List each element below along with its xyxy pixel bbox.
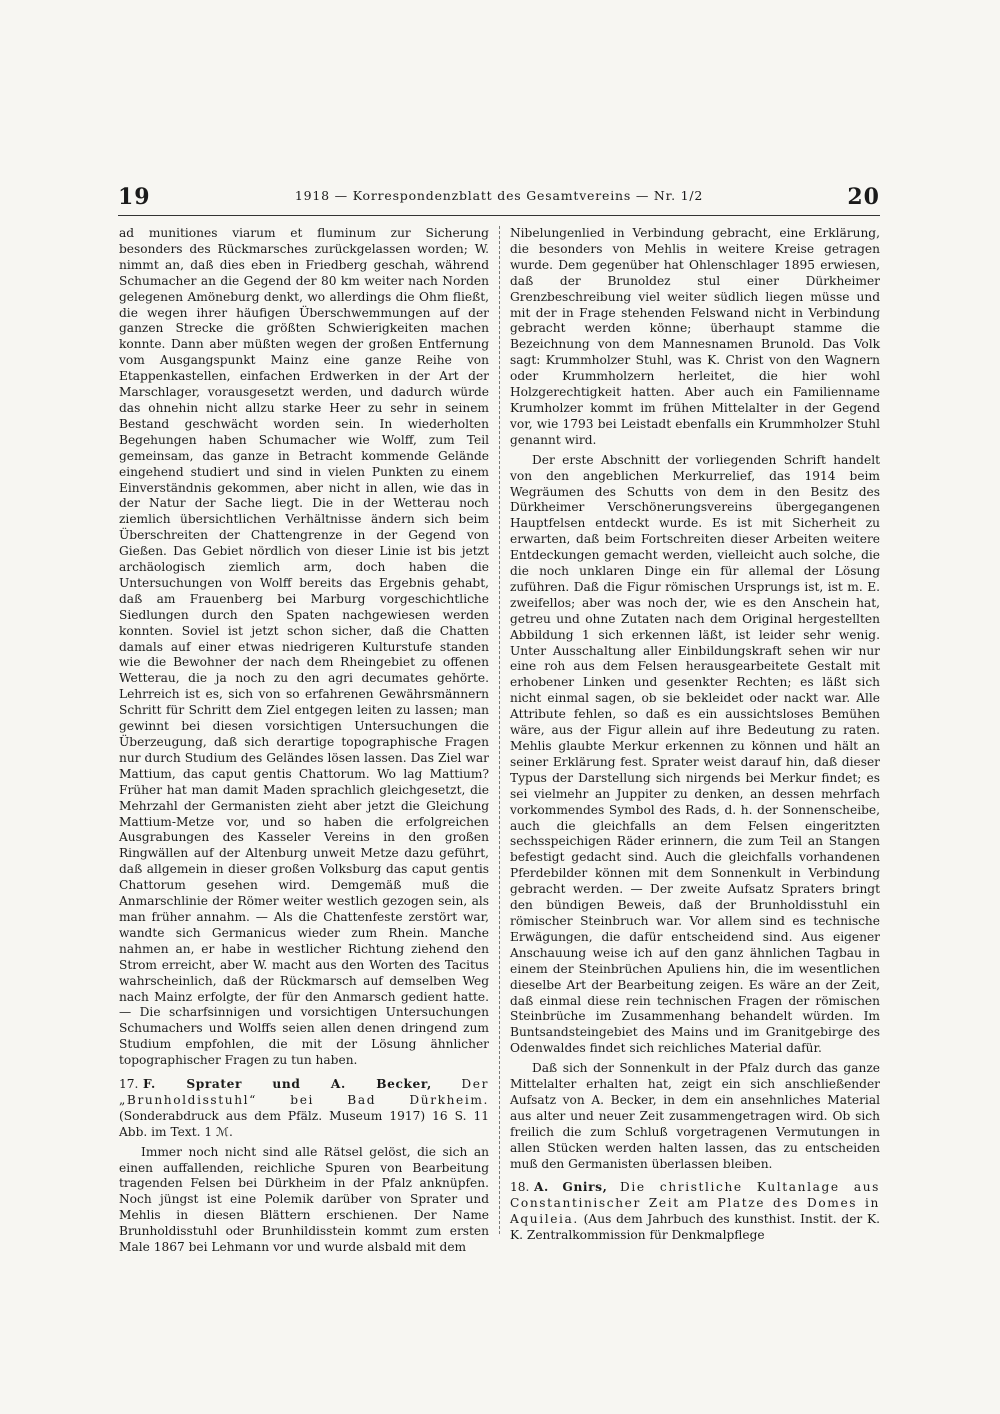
column-divider [499, 226, 500, 1234]
left-column [119, 226, 489, 1260]
entry-author: A. Gnirs, [534, 1180, 608, 1195]
bibliography-entry-18 [510, 1180, 880, 1244]
page-header [118, 183, 880, 215]
entry-author: F. Sprater und A. Becker, [143, 1077, 432, 1092]
paragraph: Daß sich der Sonnenkult in der Pfalz durch das ganze Mittelalter erhalten hat, zeigt ein sich anschließender Aufsatz von A. Becker, in dem ein ansehnliches Material aus alter und neuer Zeit zusammengetragen wird. Ob sich freilich die zum Schluß vorgetragenen Vermutungen in allen Stücken werden halten lassen, das zu entscheiden muß den Germanisten überlassen bleiben. [510, 1061, 880, 1171]
entry-number: 17. [119, 1077, 139, 1092]
entry-details: (Aus dem Jahrbuch des kunsthist. Instit. der K. K. Zentralkommission für Denkmalpflege [510, 1212, 880, 1243]
entry-details: (Sonderabdruck aus dem Pfälz. Museum 1917) 16 S. 11 Abb. im Text. 1 ℳ. [119, 1108, 489, 1139]
paragraph: Nibelungenlied in Verbindung gebracht, eine Erklärung, die besonders von Mehlis in weitere Kreise getragen wurde. Dem gegenüber hat Ohlenschlager 1895 erwiesen, daß der Brunoldez stul einer Dürkheimer Grenzbeschreibung viel weiter südlich liegen müsse und mit der in Frage stehenden Felswand nicht in Verbindung gebracht werden könne; überhaupt stamme die Bezeichnung von dem Mannesnamen Brunold. Das Volk sagt: Krummholzer Stuhl, was K. Christ von den Wagnern oder Krummholzern herleitet, die hier wohl Holzgerechtigkeit hatten. Aber auch ein Familienname Krumholzer kommt im frühen Mittelalter in der Gegend vor, wie 1793 bei Leistadt ebenfalls ein Krummholzer Stuhl genannt wird. [510, 226, 880, 447]
header-rule [118, 215, 880, 216]
right-column [510, 226, 880, 1248]
running-title: 1918 — Korrespondenzblatt des Gesamtvereins — Nr. 1/2 [294, 188, 704, 203]
entry-title: Der „Brunholdisstuhl“ bei Bad Dürkheim. [119, 1077, 490, 1107]
paragraph: ad munitiones viarum et fluminum zur Sicherung besonders des Rückmarsches zurückgelassen worden; W. nimmt an, daß dies eben in Friedberg geschah, während Schumacher an die Gegend der 80 km weiter nach Norden gelegenen Amöneburg denkt, wo allerdings die Ohm fließt, die wegen ihrer häufigen Überschwemmungen auf der ganzen Strecke die größten Schwierigkeiten machen konnte. Dann aber müßten wegen der großen Entfernung vom Ausgangspunkt Mainz eine ganze Reihe von Etappenkastellen, einfachen Erdwerken in der Art der Marschlager, vorausgesetzt werden, und dadurch würde das ohnehin nicht allzu starke Heer zu sehr in seinem Bestand geschwächt worden sein. In wiederholten Begehungen haben Schumacher wie Wolff, zum Teil gemeinsam, das ganze in Betracht kommende Gelände eingehend studiert und sind in vielen Punkten zu einem Einverständnis gekommen, aber nicht in allen, wie das in der Natur der Sache liegt. Die in der Wetterau noch ziemlich übersichtlichen Verhältnisse ändern sich beim Überschreiten der Chattengrenze in der Gegend von Gießen. Das Gebiet nördlich von dieser Linie ist bis jetzt archäologisch ziemlich arm, doch haben die Untersuchungen von Wolff bereits das Ergebnis gehabt, daß am Frauenberg bei Marburg vorgeschichtliche Siedlungen durch den Spaten nachgewiesen werden konnten. Soviel ist jetzt schon sicher, daß die Chatten damals auf einer etwas niedrigeren Kulturstufe standen wie die Bewohner der nach dem Rheingebiet zu offenen Wetterau, die ja noch zu den agri decumates gehörte. Lehrreich ist es, sich von so erfahrenen Gewährsmännern Schritt für Schritt dem Ziel entgegen leiten zu lassen; man gewinnt bei diesen vorsichtigen Untersuchungen die Überzeugung, daß sich derartige topographische Fragen nur durch Studium des Geländes lösen lassen. Das Ziel war Mattium, das caput gentis Chattorum. Wo lag Mattium? Früher hat man damit Maden sprachlich gleichgesetzt, die Mehrzahl der Germanisten zieht aber jetzt die Gleichung Mattium-Metze vor, und so haben die erfolgreichen Ausgrabungen des Kasseler Vereins in den großen Ringwällen auf der Altenburg unweit Metze dazu geführt, daß allgemein in dieser großen Volksburg das caput gentis Chattorum gesehen wird. Demgemäß muß die Anmarschlinie der Römer weiter westlich gezogen sein, als man früher annahm. — Als die Chattenfeste zerstört war, wandte sich Germanicus wieder zum Rhein. Manche nahmen an, er habe in westlicher Richtung ziehend den Strom erreicht, aber W. macht aus den Worten des Tacitus wahrscheinlich, daß der Rückmarsch auf demselben Weg nach Mainz erfolgte, der für den Anmarsch gedient hatte. — Die scharfsinnigen und vorsichtigen Untersuchungen Schumachers und Wolffs seien allen denen dringend zum Studium empfohlen, die mit der Lösung ähnlicher topographischer Fragen zu tun haben. [119, 226, 489, 1068]
entry-number: 18. [510, 1180, 530, 1195]
bibliography-entry-17 [119, 1077, 489, 1141]
page-number-left: 19 [118, 184, 151, 210]
paragraph: Immer noch nicht sind alle Rätsel gelöst, die sich an einen auffallenden, reichliche Spuren von Bearbeitung tragenden Felsen bei Dürkheim in der Pfalz anknüpfen. Noch jüngst ist eine Polemik darüber von Sprater und Mehlis in diesen Blättern erschienen. Der Name Brunholdisstuhl oder Brunhildisstein kommt zum ersten Male 1867 bei Lehmann vor und wurde alsbald mit dem [119, 1144, 489, 1255]
paragraph: Der erste Abschnitt der vorliegenden Schrift handelt von den angeblichen Merkurrelief, das 1914 beim Wegräumen des Schutts von dem in den Besitz des Dürkheimer Verschönerungsvereins übergegangenen Hauptfelsen entdeckt wurde. Es ist mit Sicherheit zu erwarten, daß beim Fortschreiten dieser Arbeiten weitere Entdeckungen gemacht werden, vielleicht auch solche, die die noch unklaren Dinge ein für allemal der Lösung zuführen. Daß die Figur römischen Ursprungs ist, ist m. E. zweifellos; aber was noch der, wie es den Anschein hat, getreu und ohne Zutaten nach dem Original hergestellten Abbildung 1 sich erkennen läßt, ist leider sehr wenig. Unter Ausschaltung aller Einbildungskraft sehen wir nur eine roh aus dem Felsen herausgearbeitete Gestalt mit erhobener Linken und gesenkter Rechten; es läßt sich nicht einmal sagen, ob sie bekleidet oder nackt war. Alle Attribute fehlen, so daß es ein aussichtsloses Bemühen wäre, aus der Figur allein auf ihre Bedeutung zu raten. Mehlis glaubte Merkur erkennen zu können und hält an seiner Erklärung fest. Sprater weist darauf hin, daß dieser Typus der Darstellung sich nirgends bei Merkur findet; es sei vielmehr an Juppiter zu denken, an dessen mehrfach vorkommendes Symbol des Rads, d. h. der Sonnenscheibe, auch die gleichfalls an dem Felsen eingeritzten sechsspeichigen Räder erinnern, die zum Teil an Stangen befestigt gedacht sind. Auch die gleichfalls vorhandenen Pferdebilder können mit dem Sonnenkult in Verbindung gebracht werden. — Der zweite Aufsatz Spraters bringt den bündigen Beweis, daß der Brunholdisstuhl ein römischer Steinbruch war. Vor allem sind es technische Erwägungen, die dafür entscheidend sind. Aus eigener Anschauung weise ich auf den ganz ähnlichen Tagbau in einem der Steinbrüchen Apuliens hin, die im wesentlichen dieselbe Art der Bearbeitung zeigen. Es wäre an der Zeit, daß einmal diese rein technischen Fragen der römischen Steinbrüche im Zusammenhang behandelt würden. Im Buntsandsteingebiet des Mains und im Granitgebirge des Odenwaldes findet sich reichliches Material dafür. [510, 452, 880, 1056]
page-number-right: 20 [847, 184, 880, 210]
entry-title: Die christliche Kultanlage aus Constantinischer Zeit am Platze des Domes in Aquileia. [510, 1180, 881, 1227]
